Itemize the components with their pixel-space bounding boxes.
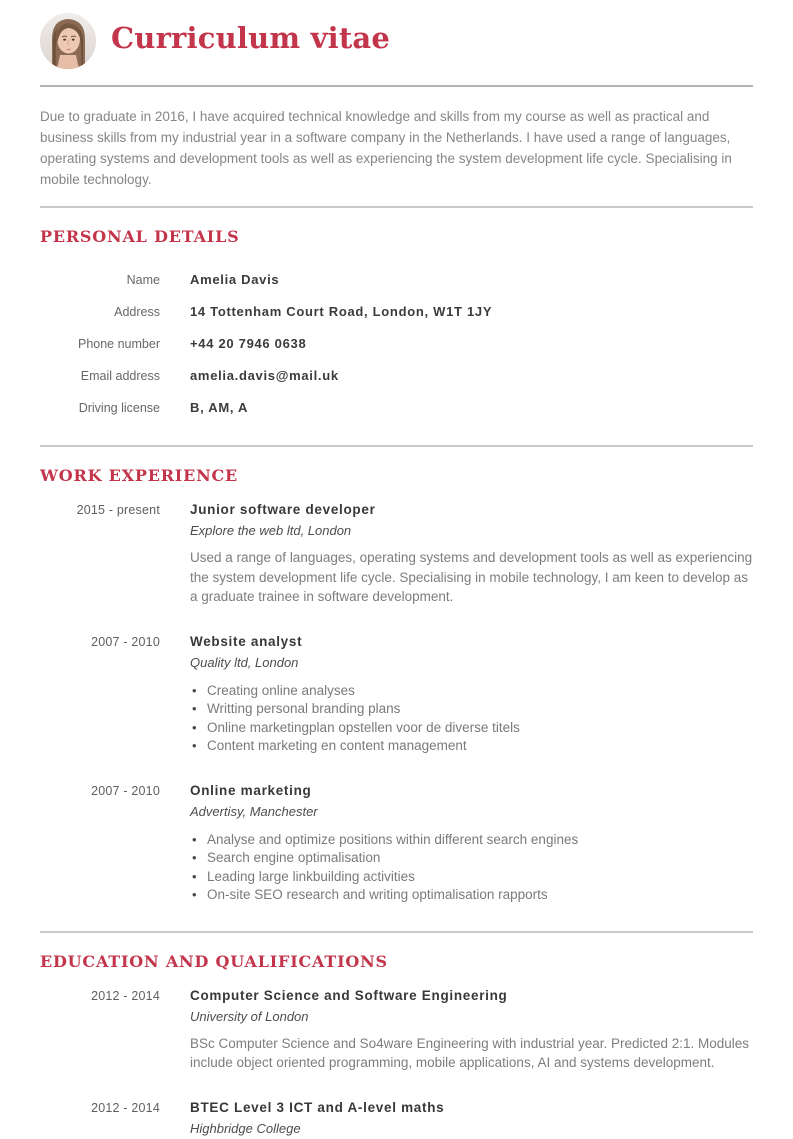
entry-subtitle: University of London xyxy=(190,1008,309,1024)
detail-row-driving-license xyxy=(40,391,753,423)
detail-row-address xyxy=(40,295,753,327)
detail-row-email xyxy=(40,359,753,391)
entry-body xyxy=(190,501,753,607)
section-personal-details xyxy=(40,227,753,423)
work-experience-entries xyxy=(40,501,753,905)
bullet-item: • Online marketingplan opstellen voor de diverse titels xyxy=(190,719,753,737)
entry-bullet-list xyxy=(190,831,753,905)
entry-period: 2007 - 2010 xyxy=(91,634,160,649)
entry-title: Online marketing xyxy=(190,782,312,798)
entry-period: 2015 - present xyxy=(76,503,160,517)
personal-details-heading: PERSONAL DETAILS xyxy=(40,227,240,246)
detail-value: Amelia Davis xyxy=(190,272,280,287)
entry-body xyxy=(190,782,753,905)
entry-subtitle: Quality ltd, London xyxy=(190,654,299,670)
bullet-item: • Content marketing en content management xyxy=(190,737,753,755)
header xyxy=(40,0,753,69)
entry-subtitle: Explore the web ltd, London xyxy=(190,523,352,538)
entry-title: Website analyst xyxy=(190,633,303,649)
detail-label: Phone number xyxy=(77,337,160,351)
bullet-item: • Search engine optimalisation xyxy=(190,849,753,867)
entry-period: 2012 - 2014 xyxy=(91,988,160,1003)
section-education xyxy=(40,952,753,1139)
detail-row-phone xyxy=(40,327,753,359)
section-work-experience xyxy=(40,466,753,905)
entry-body xyxy=(190,987,753,1073)
entry-body xyxy=(190,1099,753,1139)
divider-intro xyxy=(40,206,753,208)
page-title: Curriculum vitae xyxy=(111,20,391,55)
detail-value: +44 20 7946 0638 xyxy=(190,336,307,351)
entry-period: 2012 - 2014 xyxy=(91,1100,160,1115)
entry-body xyxy=(190,633,753,756)
entry-subtitle: Highbridge College xyxy=(190,1120,301,1136)
avatar-photo-icon xyxy=(40,13,96,69)
work-entry-junior-software-developer xyxy=(40,501,753,607)
entry-description: BSc Computer Science and So4ware Engineering with industrial year. Predicted 2:1. Modules include object oriented programming, mobile applications, AI and systems development. xyxy=(190,1035,750,1070)
bullet-item: • Writting personal branding plans xyxy=(190,700,753,718)
education-entry-btec xyxy=(40,1099,753,1139)
detail-label: Name xyxy=(126,273,160,287)
bullet-item: • Analyse and optimize positions within different search engines xyxy=(190,831,753,849)
detail-value: B, AM, A xyxy=(190,400,249,415)
education-entry-computer-science xyxy=(40,987,753,1073)
personal-details-table xyxy=(40,263,753,423)
entry-bullet-list xyxy=(190,682,753,756)
intro-paragraph: Due to graduate in 2016, I have acquired technical knowledge and skills from my course as well as practical and business skills from my industrial year in a software company in the Netherlands. I have used a range of languages, operating systems and development tools as well as experiencing the system development life cycle. Specialising in mobile technology. xyxy=(40,109,732,187)
entry-title: Junior software developer xyxy=(190,502,376,517)
entry-subtitle: Advertisy, Manchester xyxy=(190,803,318,819)
bullet-item: • Creating online analyses xyxy=(190,682,753,700)
divider-work-experience xyxy=(40,931,753,933)
divider-header xyxy=(40,85,753,87)
detail-label: Driving license xyxy=(78,401,160,415)
entry-description: Used a range of languages, operating systems and development tools as well as experiencing the system development life cycle. Specialising in mobile technology, I am keen to develop as a graduate trainee in software development. xyxy=(190,550,753,604)
work-entry-website-analyst xyxy=(40,633,753,756)
entry-title: Computer Science and Software Engineering xyxy=(190,987,508,1003)
detail-label: Address xyxy=(114,305,160,319)
work-experience-heading: WORK EXPERIENCE xyxy=(40,466,239,485)
bullet-item: • Leading large linkbuilding activities xyxy=(190,868,753,886)
detail-row-name xyxy=(40,263,753,295)
avatar xyxy=(40,13,96,69)
detail-value: 14 Tottenham Court Road, London, W1T 1JY xyxy=(190,304,493,319)
entry-period: 2007 - 2010 xyxy=(91,783,160,798)
education-entries xyxy=(40,987,753,1139)
education-heading: EDUCATION AND QUALIFICATIONS xyxy=(40,951,388,971)
detail-value: amelia.davis@mail.uk xyxy=(190,368,339,383)
divider-personal-details xyxy=(40,445,753,447)
detail-label: Email address xyxy=(80,369,160,383)
work-entry-online-marketing xyxy=(40,782,753,905)
entry-title: BTEC Level 3 ICT and A-level maths xyxy=(190,1099,445,1115)
bullet-item: • On-site SEO research and writing optimalisation rapports xyxy=(190,886,753,904)
